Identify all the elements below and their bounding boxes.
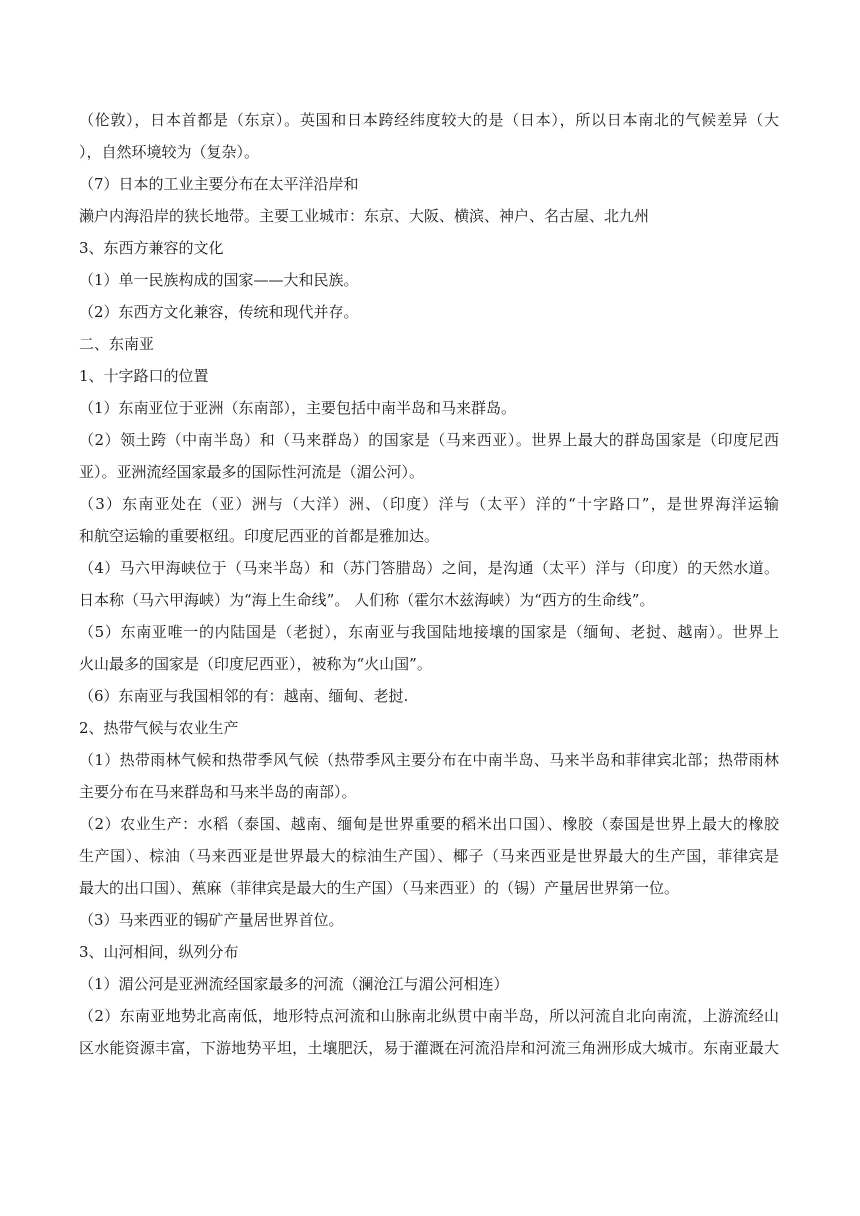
text-line: （3）东南亚处在（亚）洲与（大洋）洲、（印度）洋与（太平）洋的“十字路口”，是世界海洋运输	[79, 495, 779, 513]
text-line: （2）东南亚地势北高南低，地形特点河流和山脉南北纵贯中南半岛，所以河流自北向南流，上游流经山	[79, 1007, 779, 1025]
text-line: （4）马六甲海峡位于（马来半岛）和（苏门答腊岛）之间，是沟通（太平）洋与（印度）的天然水道。	[79, 559, 779, 577]
text-line: 3、山河相间，纵列分布	[79, 943, 239, 961]
text-line: 主要分布在马来群岛和马来半岛的南部）。	[79, 783, 357, 801]
text-line: 濑户内海沿岸的狭长地带。主要工业城市：东京、大阪、横滨、神户、名古屋、北九州	[79, 207, 650, 225]
text-line: 火山最多的国家是（印度尼西亚），被称为“火山国”。	[79, 655, 432, 673]
text-line: （2）领土跨（中南半岛）和（马来群岛）的国家是（马来西亚）。世界上最大的群岛国家是（印度尼西	[79, 431, 779, 449]
text-line: （7）日本的工业主要分布在太平洋沿岸和	[79, 175, 359, 193]
text-line: 区水能资源丰富，下游地势平坦，土壤肥沃，易于灌溉在河流沿岸和河流三角洲形成大城市。东南亚最大	[79, 1039, 779, 1057]
text-line: 1、十字路口的位置	[79, 367, 209, 385]
text-line: （3）马来西亚的锡矿产量居世界首位。	[79, 911, 344, 929]
text-line: 生产国）、棕油（马来西亚是世界最大的棕油生产国）、椰子（马来西亚是世界最大的生产国，菲律宾是	[79, 847, 779, 865]
text-line: 3、东西方兼容的文化	[79, 239, 224, 257]
text-line: 和航空运输的重要枢纽。印度尼西亚的首都是雅加达。	[79, 527, 440, 545]
text-line: （1）东南亚位于亚洲（东南部），主要包括中南半岛和马来群岛。	[79, 399, 517, 417]
document-body	[79, 104, 779, 1064]
text-line: 2、热带气候与农业生产	[79, 719, 239, 737]
text-line: （6）东南亚与我国相邻的有：越南、缅甸、老挝.	[79, 687, 409, 705]
text-line: 二、东南亚	[79, 335, 155, 353]
text-line: （1）热带雨林气候和热带季风气候（热带季风主要分布在中南半岛、马来半岛和菲律宾北部；热带雨林	[79, 751, 779, 769]
text-line: 日本称（马六甲海峡）为“海上生命线”。 人们称（霍尔木兹海峡）为“西方的生命线”。	[79, 591, 655, 609]
text-line: （2）东西方文化兼容，传统和现代并存。	[79, 303, 359, 321]
text-line: （1）湄公河是亚洲流经国家最多的河流（澜沧江与湄公河相连）	[79, 975, 509, 993]
text-line: （伦敦），日本首都是（东京）。英国和日本跨经纬度较大的是（日本），所以日本南北的气候差异（大	[79, 111, 779, 129]
text-line: （5）东南亚唯一的内陆国是（老挝），东南亚与我国陆地接壤的国家是（缅甸、老挝、越南）。世界上	[79, 623, 779, 641]
text-line: 最大的出口国）、蕉麻（菲律宾是最大的生产国）（马来西亚）的（锡）产量居世界第一位。	[79, 879, 680, 897]
text-line: ），自然环境较为（复杂）。	[79, 143, 260, 161]
text-line: 亚）。亚洲流经国家最多的国际性河流是（湄公河）。	[79, 463, 425, 481]
text-line: （2）农业生产：水稻（泰国、越南、缅甸是世界重要的稻米出口国）、橡胶（泰国是世界上最大的橡胶	[79, 815, 779, 833]
text-line: （1）单一民族构成的国家——大和民族。	[79, 271, 359, 289]
